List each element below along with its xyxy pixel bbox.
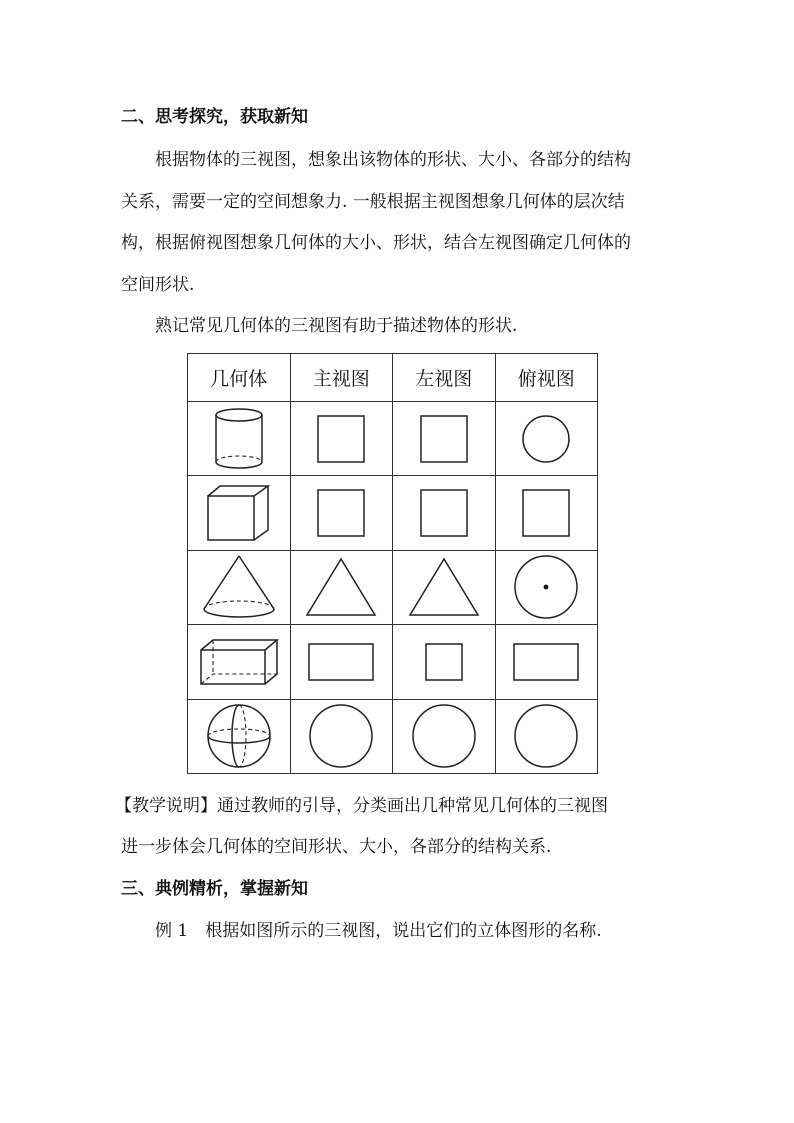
table-row-cylinder (188, 402, 598, 476)
section3-heading: 三、典例精析，掌握新知 (121, 879, 308, 899)
circle-icon (411, 703, 477, 769)
cylinder-top-view-cell (495, 402, 598, 476)
header-solid: 几何体 (188, 354, 291, 402)
prism-left-view-cell (393, 625, 496, 699)
three-views-table (187, 353, 598, 774)
rectangular-prism-icon (199, 638, 279, 686)
section2-paragraph-1-line-4: 空间形状. (121, 275, 195, 295)
section2-paragraph-2: 熟记常见几何体的三视图有助于描述物体的形状. (155, 316, 518, 336)
sphere-left-view-cell (393, 699, 496, 773)
sphere-icon (206, 703, 272, 769)
cylinder-icon (211, 407, 267, 471)
prism-top-view-cell (495, 625, 598, 699)
cube-icon (206, 484, 272, 542)
square-icon (425, 643, 463, 681)
table-row-sphere (188, 699, 598, 773)
triangle-icon (408, 557, 480, 617)
circle-icon (521, 414, 571, 464)
square-icon (317, 489, 365, 537)
table-row-rectangular-prism (188, 625, 598, 699)
table-row-cone (188, 550, 598, 624)
rectangle-icon (513, 643, 579, 681)
cone-icon (201, 554, 277, 620)
cylinder-left-view-cell (393, 402, 496, 476)
cube-top-view-cell (495, 476, 598, 550)
sphere-solid-cell (188, 699, 291, 773)
header-front-view: 主视图 (290, 354, 393, 402)
section2-paragraph-1-line-3: 构，根据俯视图想象几何体的大小、形状，结合左视图确定几何体的 (121, 233, 631, 253)
prism-front-view-cell (290, 625, 393, 699)
section2-paragraph-1-line-1: 根据物体的三视图，想象出该物体的形状、大小、各部分的结构 (155, 150, 631, 170)
cylinder-front-view-cell (290, 402, 393, 476)
cube-solid-cell (188, 476, 291, 550)
sphere-front-view-cell (290, 699, 393, 773)
teaching-note-line-1: 【教学说明】通过教师的引导，分类画出几种常见几何体的三视图 (115, 796, 608, 816)
cone-front-view-cell (290, 550, 393, 624)
cube-left-view-cell (393, 476, 496, 550)
circle-icon (513, 703, 579, 769)
section2-paragraph-1-line-2: 关系，需要一定的空间想象力. 一般根据主视图想象几何体的层次结 (121, 192, 625, 212)
square-icon (420, 415, 468, 463)
cone-left-view-cell (393, 550, 496, 624)
square-icon (522, 489, 570, 537)
section2-heading: 二、思考探究，获取新知 (121, 107, 308, 127)
header-left-view: 左视图 (393, 354, 496, 402)
sphere-top-view-cell (495, 699, 598, 773)
table-row-cube (188, 476, 598, 550)
cylinder-solid-cell (188, 402, 291, 476)
circle-icon (308, 703, 374, 769)
cone-top-view-cell (495, 550, 598, 624)
cube-front-view-cell (290, 476, 393, 550)
triangle-icon (305, 557, 377, 617)
cone-solid-cell (188, 550, 291, 624)
teaching-note-line-2: 进一步体会几何体的空间形状、大小，各部分的结构关系. (121, 837, 552, 857)
circle-with-center-dot-icon (513, 554, 579, 620)
rectangle-icon (308, 643, 374, 681)
square-icon (317, 415, 365, 463)
prism-solid-cell (188, 625, 291, 699)
table-header-row (188, 354, 598, 402)
square-icon (420, 489, 468, 537)
example-1: 例 1 根据如图所示的三视图，说出它们的立体图形的名称. (155, 921, 602, 941)
header-top-view: 俯视图 (495, 354, 598, 402)
